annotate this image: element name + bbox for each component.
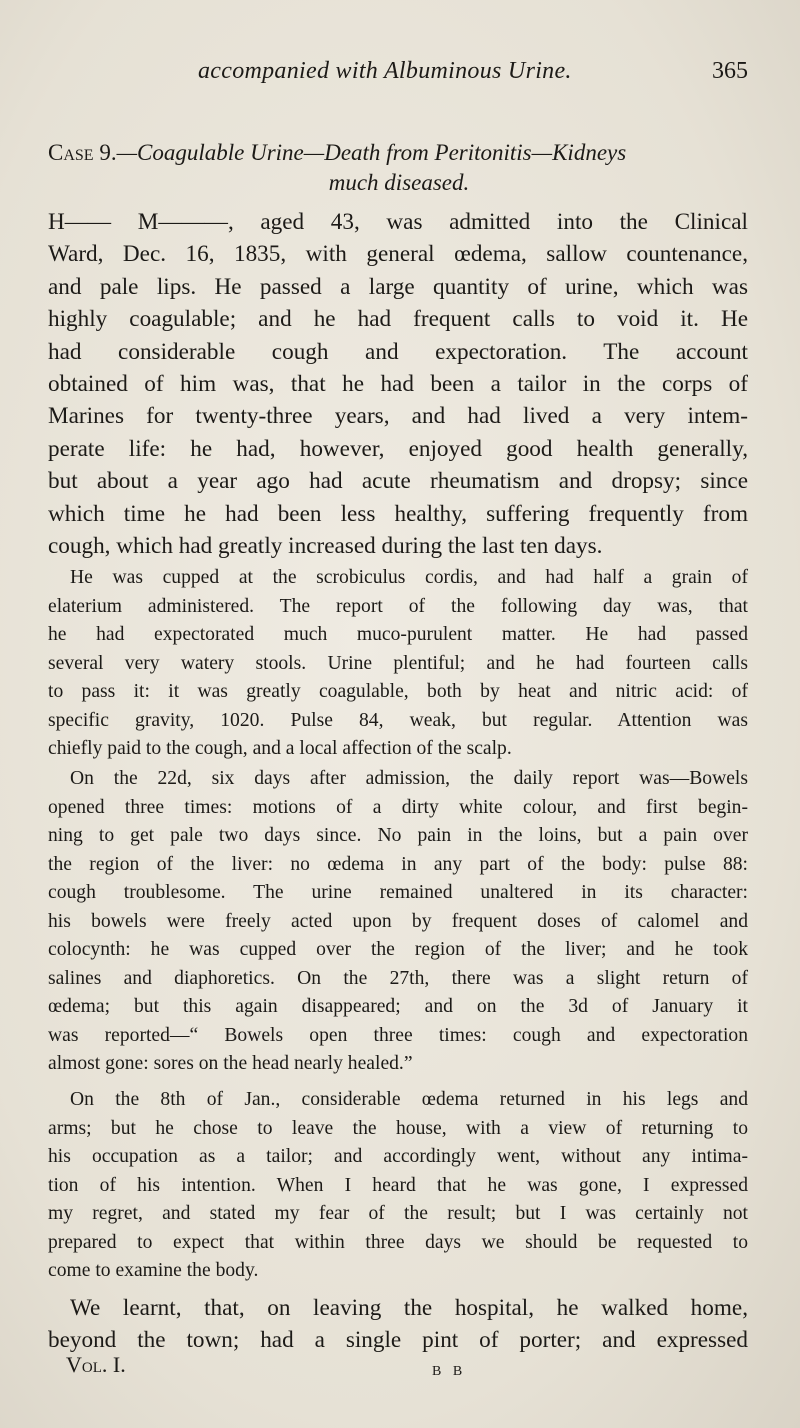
text-line: his bowels were freely acted upon by frequent doses of calomel and [48, 910, 748, 932]
paragraph-2 [48, 564, 748, 764]
case-title: —Coagulable Urine—Death from Peritonitis—Kidneys [116, 140, 627, 165]
case-heading [48, 138, 750, 198]
text-line: œdema; but this again disappeared; and on the 3d of January it [48, 996, 748, 1017]
text-line: H—— M———, aged 43, was admitted into the Clinical [48, 209, 748, 235]
text-line: cough troublesome. The urine remained unaltered in its character: [48, 882, 748, 903]
volume-label: Vol. I. [66, 1352, 126, 1377]
paragraph-3 [48, 765, 748, 1079]
text-line: He was cupped at the scrobiculus cordis, and had half a grain of [70, 567, 748, 588]
signature-mark: B B [432, 1364, 467, 1379]
page-number: 365 [712, 58, 748, 84]
text-line: perate life: he had, however, enjoyed good health generally, [48, 435, 748, 462]
text-line: his occupation as a tailor; and accordingly went, without any intima- [48, 1146, 748, 1167]
text-line: to pass it: it was greatly coagulable, both by heat and nitric acid: of [48, 681, 748, 702]
text-line: opened three times: motions of a dirty white colour, and first begin- [48, 796, 748, 818]
text-line: several very watery stools. Urine plentiful; and he had fourteen calls [48, 652, 748, 674]
page-footer [66, 1352, 746, 1392]
text-line: We learnt, that, on leaving the hospital, he walked home, [70, 1295, 748, 1321]
text-line: was reported—“ Bowels open three times: cough and expectoration [48, 1024, 748, 1046]
case-heading-line-1 [48, 138, 750, 168]
text-line: which time he had been less healthy, suffering frequently from [48, 500, 748, 527]
text-line: specific gravity, 1020. Pulse 84, weak, but regular. Attention was [48, 709, 748, 731]
text-line: highly coagulable; and he had frequent calls to void it. He [48, 306, 748, 333]
text-line: salines and diaphoretics. On the 27th, there was a slight return of [48, 967, 748, 989]
text-line: my regret, and stated my fear of the result; but I was certainly not [48, 1203, 748, 1224]
text-line: almost gone: sores on the head nearly healed.” [48, 1053, 413, 1074]
text-line: but about a year ago had acute rheumatism and dropsy; since [48, 468, 748, 495]
text-line: arms; but he chose to leave the house, with a view of returning to [48, 1117, 748, 1139]
paragraph-5 [48, 1292, 748, 1357]
text-line: had considerable cough and expectoration. The account [48, 338, 748, 365]
text-line: Ward, Dec. 16, 1835, with general œdema, sallow countenance, [48, 241, 748, 268]
text-line: elaterium administered. The report of the following day was, that [48, 595, 748, 617]
text-line: chiefly paid to the cough, and a local affection of the scalp. [48, 738, 512, 759]
text-line: prepared to expect that within three days we should be requested to [48, 1231, 748, 1253]
case-number: Case 9. [48, 140, 117, 165]
text-line: obtained of him was, that he had been a tailor in the corps of [48, 371, 748, 398]
text-line: colocynth: he was cupped over the region of the liver; and he took [48, 939, 748, 960]
text-line: ning to get pale two days since. No pain in the loins, but a pain over [48, 825, 748, 846]
text-line: cough, which had greatly increased during the last ten days. [48, 533, 603, 560]
text-line: he had expectorated much muco-purulent matter. He had passed [48, 624, 748, 645]
running-head-title: accompanied with Albuminous Urine. [198, 58, 572, 84]
text-line: beyond the town; had a single pint of porter; and expressed [48, 1327, 748, 1354]
text-line: tion of his intention. When I heard that he was gone, I expressed [48, 1174, 748, 1196]
text-line: On the 22d, six days after admission, the daily report was—Bowels [70, 768, 748, 789]
text-line: and pale lips. He passed a large quantity of urine, which was [48, 273, 748, 300]
text-line: Marines for twenty-three years, and had lived a very intem- [48, 403, 748, 430]
text-line: the region of the liver: no œdema in any part of the body: pulse 88: [48, 853, 748, 875]
case-heading-line-2: much diseased. [328, 170, 470, 195]
running-head [48, 58, 750, 92]
text-line: come to examine the body. [48, 1260, 259, 1281]
text-line: On the 8th of Jan., considerable œdema returned in his legs and [70, 1089, 748, 1110]
paragraph-4 [48, 1086, 748, 1286]
paragraph-1 [48, 206, 748, 562]
